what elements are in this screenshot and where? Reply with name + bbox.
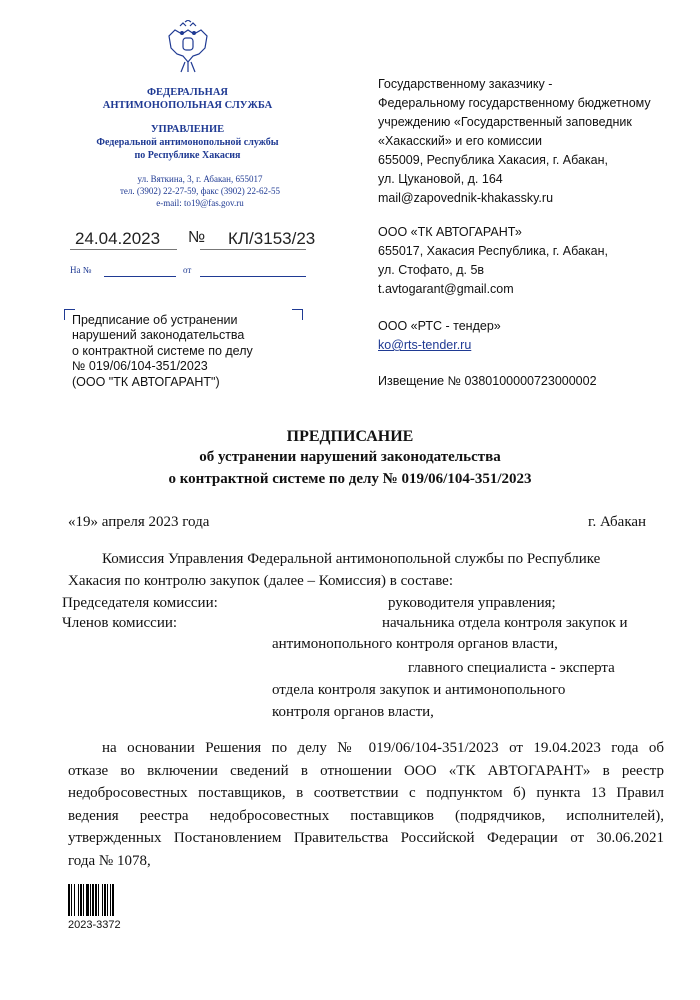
subject-line: № 019/06/104-351/2023 [72,359,208,374]
barcode-bar [86,884,89,916]
document-subtitle-line1: об устранении нарушений законодательства [199,449,501,465]
barcode-bar [110,884,111,916]
addressee-platform [378,317,678,355]
barcode-bar [102,884,103,916]
dept-line1: УПРАВЛЕНИЕ [150,124,225,135]
barcode-bar [92,884,94,916]
agency-phones: тел. (3902) 22-27-59, факс (3902) 22-62-55 [119,186,281,196]
reference-date-label: от [183,265,192,275]
barcode-bar [74,884,75,916]
addressee-customer [378,75,678,208]
barcode-bar [98,884,99,916]
barcode-number: 2023-3372 [68,919,121,931]
member2-role-line3: контроля органов власти, [272,704,434,720]
barcode-bar [78,884,79,916]
basis-paragraph [68,737,664,872]
addressee-line: Государственному заказчику - [378,77,553,91]
subject-line: (ООО "ТК АВТОГАРАНТ") [72,374,220,389]
chair-label: Председателя комиссии: [62,595,218,611]
addressee-line: ул. Цукановой, д. 164 [378,172,503,186]
agency-name-line1: ФЕДЕРАЛЬНАЯ [146,87,228,98]
member2-role-line1: главного специалиста - эксперта [408,660,615,676]
member1-role-line2: антимонопольного контроля органов власти, [272,636,558,652]
order-date: «19» апреля 2023 года [68,514,210,530]
member1-role-line1: начальника отдела контроля закупок и [382,615,628,631]
members-label: Членов комиссии: [62,615,178,631]
paragraph-line: отказе во включении сведений в отношении ООО «ТК АВТОГАРАНТ» в реестр [68,762,664,779]
reference-number-label: На № [70,265,92,275]
addressee-line: Федеральному государственному бюджетному [378,96,651,110]
paragraph-line: на основании Решения по делу № 019/06/104-351/2023 от 19.04.2023 года об [102,740,664,756]
dept-line2: Федеральной антимонопольной службы [96,137,279,148]
number-sign: № [188,229,206,246]
reference-date-line [200,276,306,277]
subject-line: нарушений законодательства [72,328,245,343]
emblem-icon [163,20,213,76]
chair-role: руководителя управления; [388,595,556,611]
paragraph-line: ведения реестра недобросовестных поставщиков (подрядчиков, исполнителей), [68,807,664,824]
date-underline [70,249,177,250]
agency-address: ул. Вяткина, 3, г. Абакан, 655017 [137,174,263,184]
paragraph-line: года № 1078, [68,852,151,869]
reference-number-line [104,276,176,277]
dept-line3: по Республике Хакасия [134,150,241,161]
notice-number: Извещение № 0380100000723000002 [378,374,597,388]
barcode-bar [112,884,114,916]
agency-email: e-mail: to19@fas.gov.ru [156,198,244,208]
addressee-line: учреждению «Государственный заповедник [378,115,632,129]
number-underline [200,249,306,250]
subject-block [72,313,312,390]
order-city: г. Абакан [588,514,647,530]
addressee-email: mail@zapovednik-khakassky.ru [378,191,554,205]
addressee-line: 655017, Хакасия Республика, г. Абакан, [378,244,608,258]
barcode-bar [68,884,70,916]
addressee-line: 655009, Республика Хакасия, г. Абакан, [378,153,608,167]
addressee-line: «Хакасский» и его комиссии [378,134,543,148]
barcode-bar [90,884,91,916]
document-subtitle-line2: о контрактной системе по делу № 019/06/104-351/2023 [168,471,532,487]
member2-role-line2: отдела контроля закупок и антимонопольного [272,682,566,698]
platform-email-link[interactable]: ko@rts-tender.ru [378,338,472,352]
addressee-line: ул. Стофато, д. 5в [378,263,485,277]
addressee-supplier [378,223,678,299]
barcode-bar [107,884,108,916]
barcode-bar [95,884,97,916]
paragraph-line: утвержденных Постановлением Правительства Российской Федерации от 30.06.2021 [68,830,664,846]
addressee-email: t.avtogarant@gmail.com [378,282,514,296]
barcode-bar [80,884,82,916]
document-date: 24.04.2023 [75,229,161,248]
barcode [68,884,148,916]
agency-name-line2: АНТИМОНОПОЛЬНАЯ СЛУЖБА [102,100,273,111]
document-title: ПРЕДПИСАНИЕ [286,428,414,445]
commission-intro-line1: Комиссия Управления Федеральной антимонопольной службы по Республике [102,551,601,567]
commission-intro-line2: Хакасия по контролю закупок (далее – Комиссия) в составе: [68,573,454,589]
barcode-bar [83,884,84,916]
barcode-bar [104,884,106,916]
addressee-line: ООО «ТК АВТОГАРАНТ» [378,225,522,239]
addressee-line: ООО «РТС - тендер» [378,319,501,333]
paragraph-line: недобросовестных поставщиков, в соответствии с подпунктом б) пункта 13 Правил [68,785,664,801]
document-number: КЛ/3153/23 [228,229,316,248]
subject-line: о контрактной системе по делу [72,343,253,358]
subject-line: Предписание об устранении [72,313,238,327]
barcode-bar [71,884,72,916]
